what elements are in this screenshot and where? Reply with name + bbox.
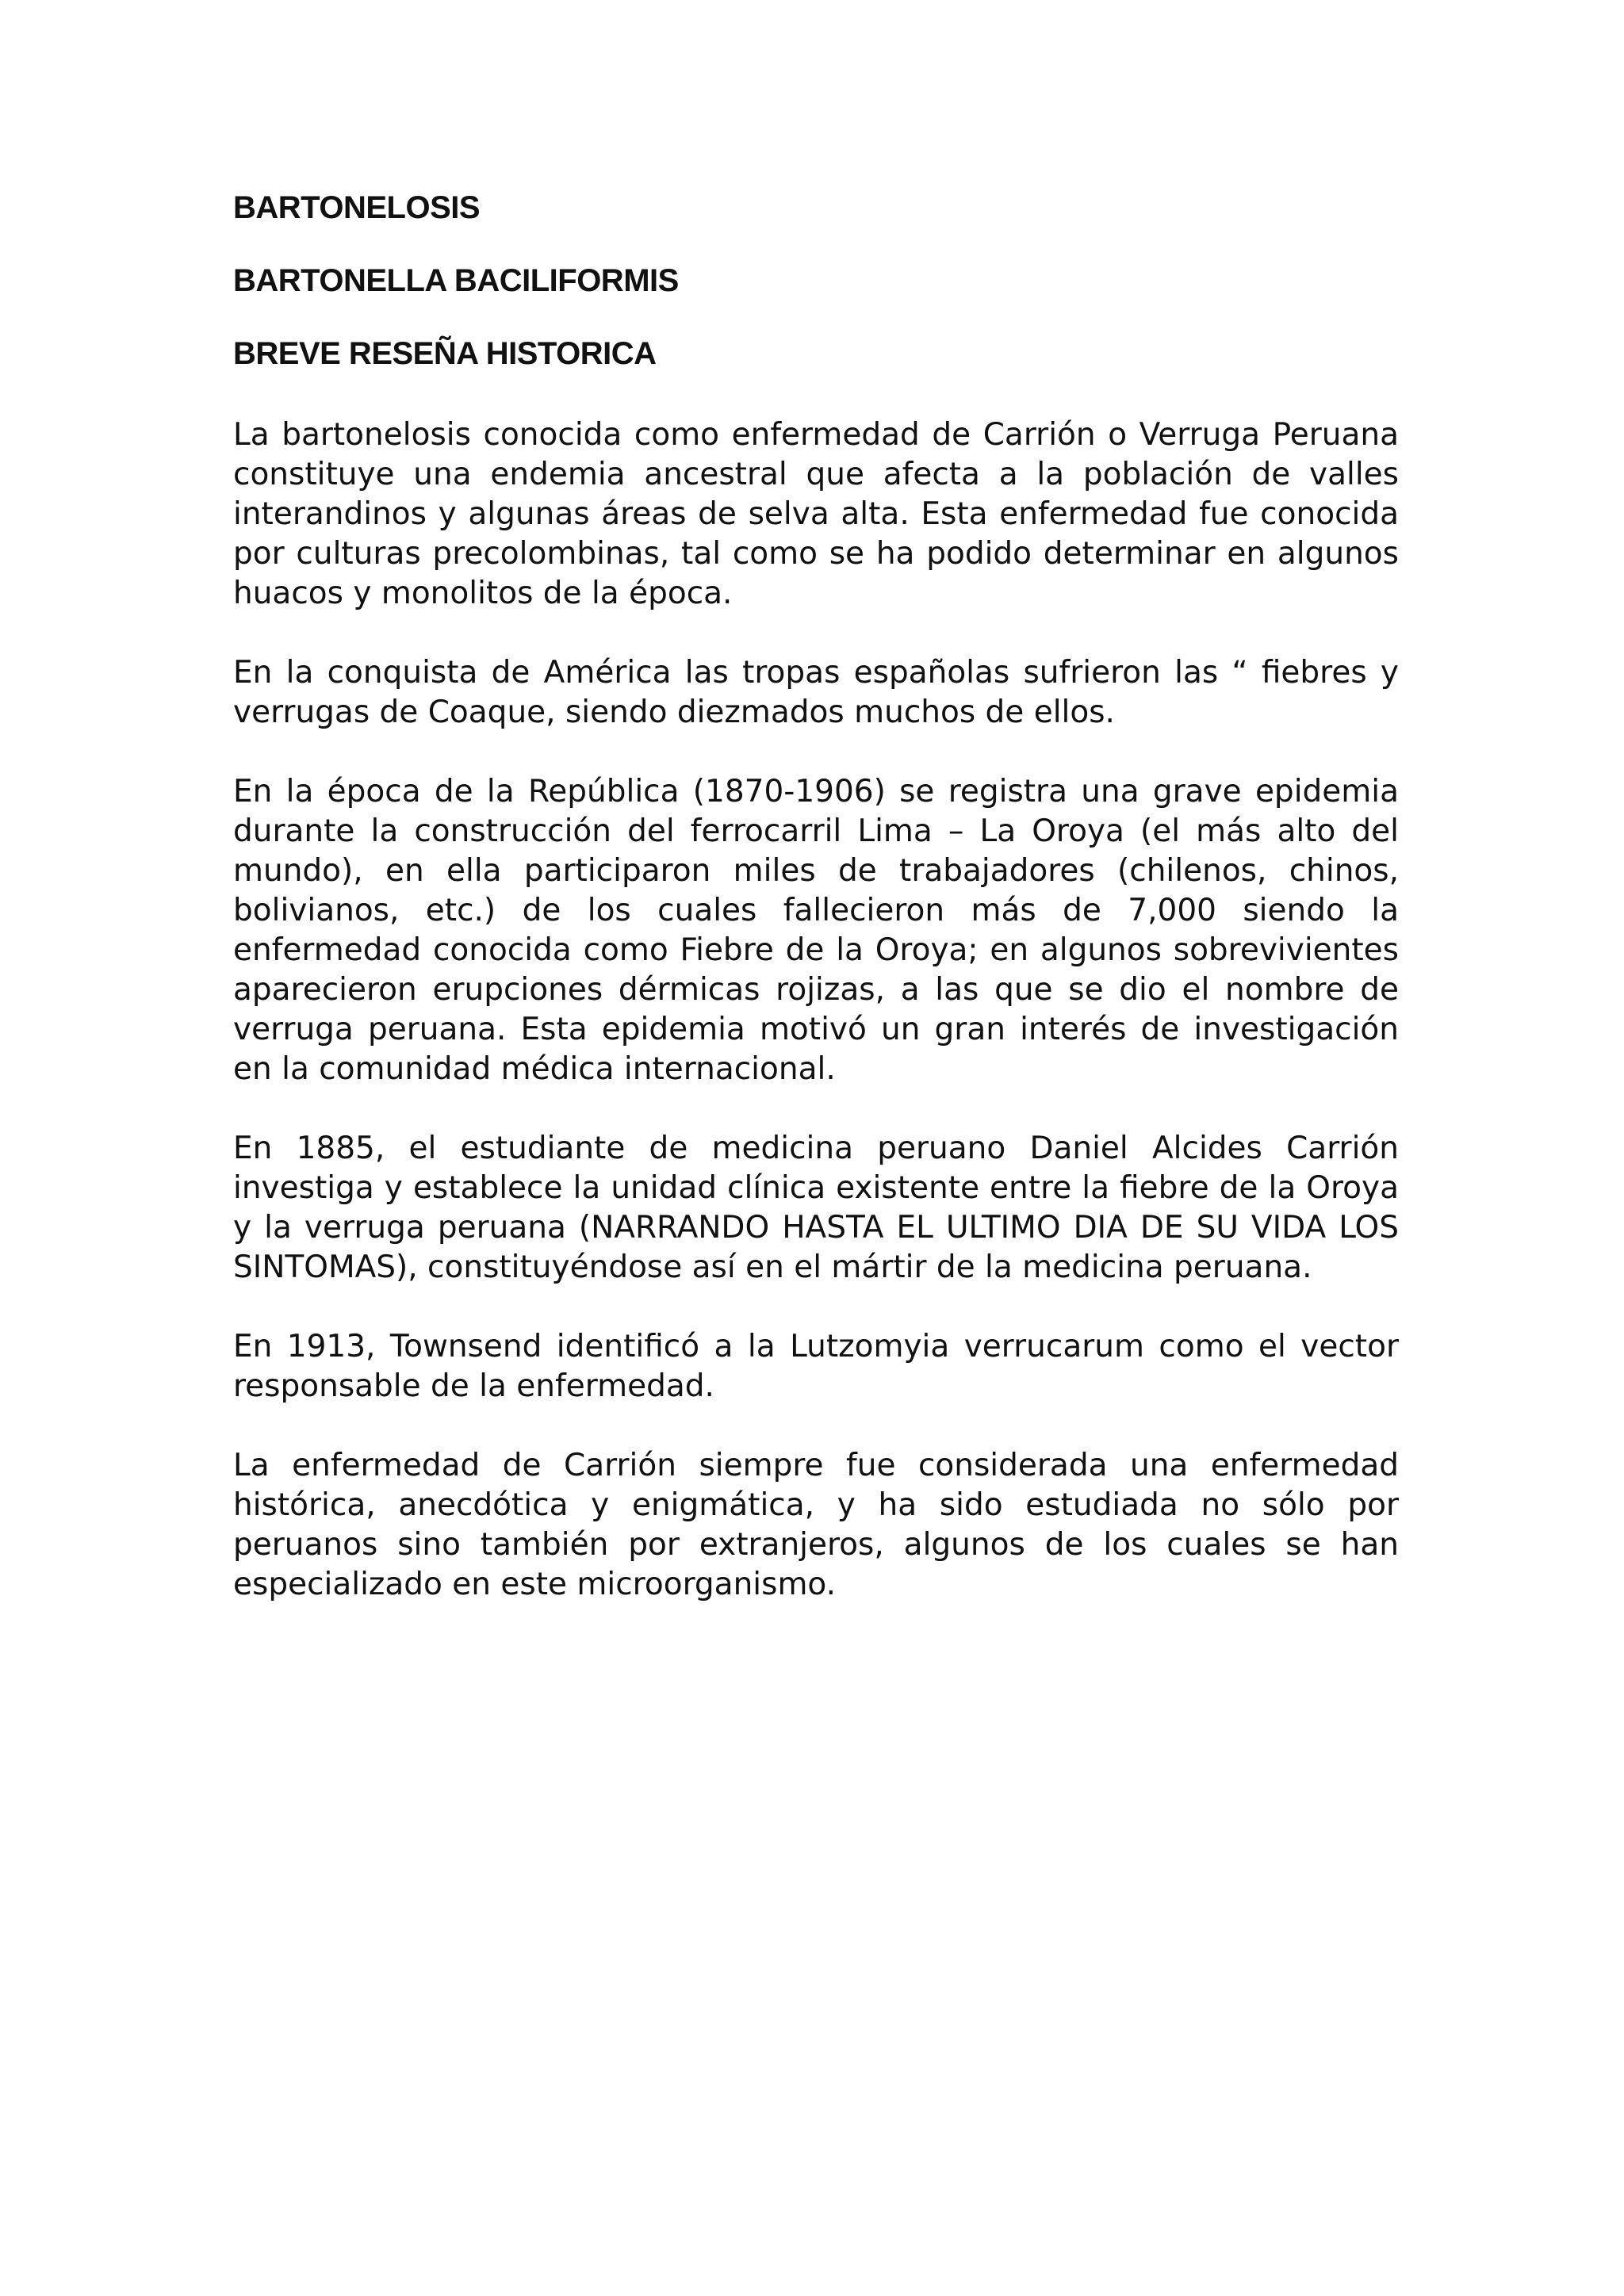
paragraph: En la época de la República (1870-1906) se registra una grave epidemia durante la construcción del ferrocarril Lima – La Oroya (el más alto del mundo), en ella participaron miles de trabajadores (chilenos, chinos, bolivianos, etc.) de los cuales fallecieron más de 7,000 siendo la enfermedad conocida como Fiebre de la Oroya; en algunos sobrevivientes aparecieron erupciones dérmicas rojizas, a las que se dio el nombre de verruga peruana. Esta epidemia motivó un gran interés de investigación en la comunidad médica internacional. [233, 774, 1399, 1087]
paragraph: La bartonelosis conocida como enfermedad de Carrión o Verruga Peruana constituye una endemia ancestral que afecta a la población de valles interandinos y algunas áreas de selva alta. Esta enfermedad fue conocida por culturas precolombinas, tal como se ha podido determinar en algunos huacos y monolitos de la época. [233, 417, 1399, 611]
section-heading: BREVE RESEÑA HISTORICA [233, 336, 657, 371]
paragraph: En 1913, Townsend identificó a la Lutzomyia verrucarum como el vector responsable de la enfermedad. [233, 1329, 1399, 1404]
paragraph: En la conquista de América las tropas españolas sufrieron las “ fiebres y verrugas de Coaque, siendo diezmados muchos de ellos. [233, 655, 1399, 730]
paragraph: La enfermedad de Carrión siempre fue considerada una enfermedad histórica, anecdótica y enigmática, y ha sido estudiada no sólo por peruanos sino también por extranjeros, algunos de los cuales se han especializado en este microorganismo. [233, 1448, 1399, 1602]
subtitle-heading: BARTONELLA BACILIFORMIS [233, 263, 679, 298]
paragraph: En 1885, el estudiante de medicina peruano Daniel Alcides Carrión investiga y establece la unidad clínica existente entre la fiebre de la Oroya y la verruga peruana (NARRANDO HASTA EL ULTIMO DIA DE SU VIDA LOS SINTOMAS), constituyéndose así en el mártir de la medicina peruana. [233, 1131, 1399, 1285]
document-body [233, 189, 1399, 1644]
title-heading: BARTONELOSIS [233, 190, 481, 225]
